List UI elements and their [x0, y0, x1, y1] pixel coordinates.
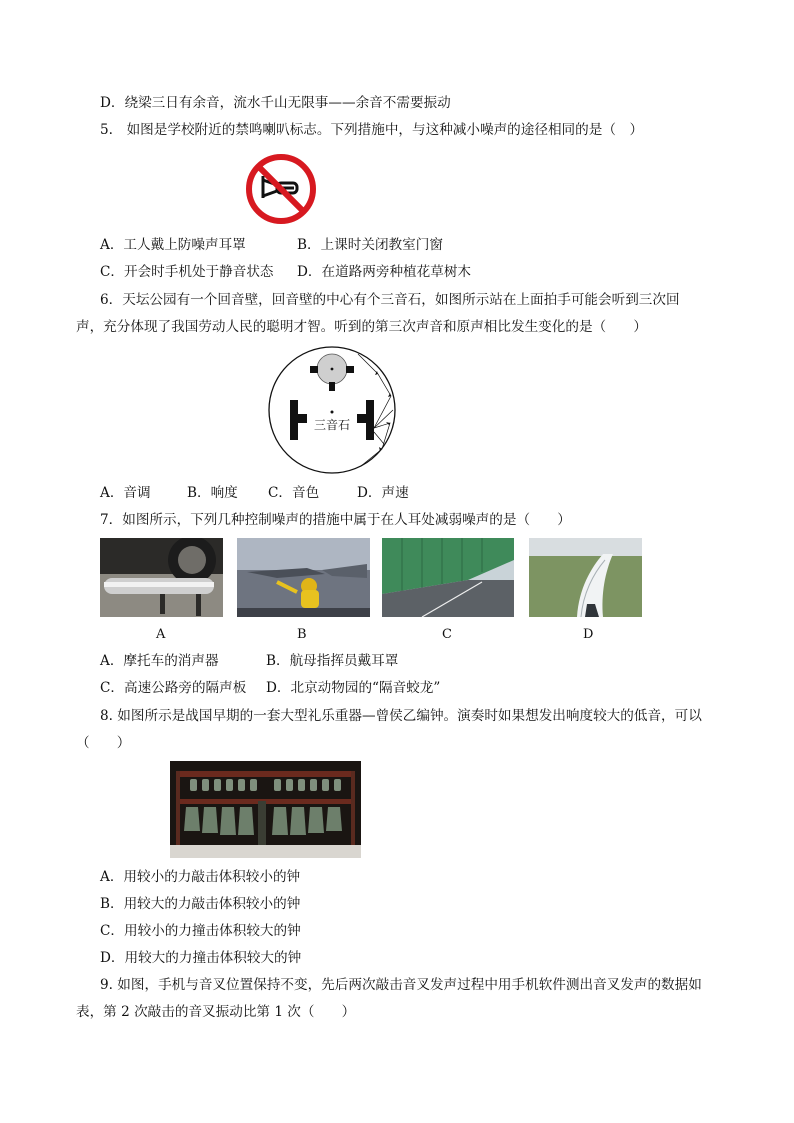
- q7-option-d: D．北京动物园的“隔音蛟龙”: [266, 680, 441, 696]
- no-horn-sign-icon: [244, 152, 318, 226]
- q7-option-b: B．航母指挥员戴耳罩: [266, 653, 399, 669]
- q6-diagram-label: 三音石: [314, 418, 351, 432]
- q9-stem-line1: 9. 如图，手机与音叉位置保持不变，先后两次敲击音叉发声过程中用手机软件测出音叉发声的数据如: [100, 977, 702, 993]
- motorcycle-muffler-photo: [100, 538, 223, 617]
- q8-stem-line1: 8. 如图所示是战国早期的一套大型礼乐重器—曾侯乙编钟。演奏时如果想发出响度较大的低音，可以: [100, 708, 702, 724]
- q5-option-b: B．上课时关闭教室门窗: [297, 237, 443, 253]
- q6-option-d: D．声速: [357, 485, 409, 501]
- q8-option-b: B．用较大的力敲击体积较小的钟: [100, 896, 301, 912]
- q7-caption-d: D: [583, 627, 594, 642]
- q4-option-d: D．绕梁三日有余音，流水千山无限事——余音不需要振动: [100, 95, 451, 111]
- carrier-director-photo: [237, 538, 370, 617]
- highway-sound-barrier-photo: [382, 538, 514, 617]
- q8-stem-line2: （ ）: [76, 735, 131, 751]
- q6-option-c: C．音色: [268, 485, 320, 501]
- q5-option-a: A．工人戴上防噪声耳罩: [100, 237, 246, 253]
- echo-wall-diagram: [266, 344, 398, 476]
- q7-stem: 7．如图所示，下列几种控制噪声的措施中属于在人耳处减弱噪声的是（ ）: [100, 512, 571, 528]
- q7-option-c: C．高速公路旁的隔声板: [100, 680, 247, 696]
- q7-caption-c: C: [442, 627, 452, 642]
- q8-option-a: A．用较小的力敲击体积较小的钟: [100, 869, 301, 885]
- q6-stem-line2: 声，充分体现了我国劳动人民的聪明才智。听到的第三次声音和原声相比发生变化的是（ ）: [76, 319, 647, 335]
- q6-stem-line1: 6．天坛公园有一个回音壁，回音壁的中心有个三音石，如图所示站在上面拍手可能会听到三次回: [100, 292, 680, 308]
- q9-stem-line2: 表，第 2 次敲击的音叉振动比第 1 次（ ）: [76, 1004, 356, 1020]
- q7-caption-b: B: [297, 627, 307, 642]
- q5-option-c: C．开会时手机处于静音状态: [100, 264, 274, 280]
- q6-option-a: A．音调: [100, 485, 151, 501]
- q7-caption-a: A: [156, 627, 166, 642]
- sound-insulation-tunnel-photo: [529, 538, 642, 617]
- q7-option-a: A．摩托车的消声器: [100, 653, 219, 669]
- q6-option-b: B．响度: [187, 485, 238, 501]
- q5-option-d: D．在道路两旁种植花草树木: [297, 264, 472, 280]
- q5-stem: 5. 如图是学校附近的禁鸣喇叭标志。下列措施中，与这种减小噪声的途径相同的是（ ）: [100, 122, 644, 138]
- bianzhong-bells-photo: [170, 761, 361, 858]
- q8-option-c: C．用较小的力撞击体积较大的钟: [100, 923, 301, 939]
- q8-option-d: D．用较大的力撞击体积较大的钟: [100, 950, 302, 966]
